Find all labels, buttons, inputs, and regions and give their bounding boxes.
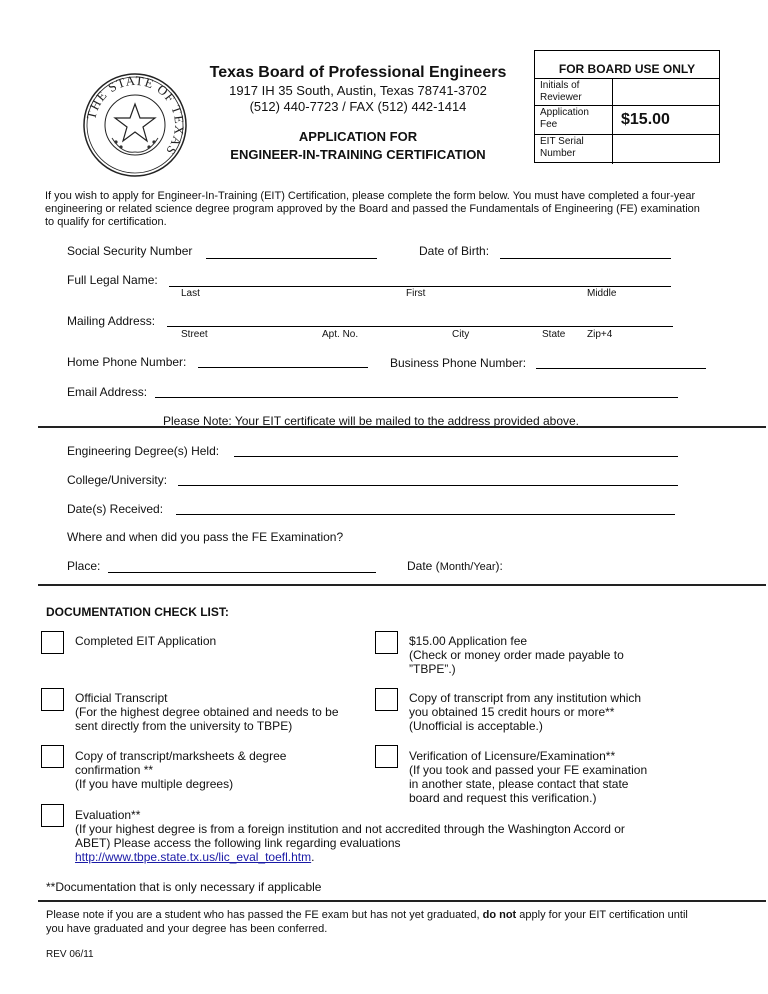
- evaluation-link[interactable]: http://www.tbpe.state.tx.us/lic_eval_toefl.htm: [75, 850, 312, 864]
- mailing-note: Please Note: Your EIT certificate will be mailed to the address provided above.: [163, 414, 580, 428]
- checkbox-marksheets[interactable]: [41, 745, 64, 768]
- fe-date-label: Date (Month/Year):: [407, 559, 503, 573]
- check-item-licensure-verification: Verification of Licensure/Examination** (If you took and passed your FE examination in another state, please contact that state board and request this verification.): [409, 749, 648, 805]
- mailing-address-field[interactable]: [167, 326, 673, 327]
- email-field[interactable]: [155, 397, 678, 398]
- addr-apt-caption: Apt. No.: [322, 329, 359, 340]
- dob-field[interactable]: [500, 258, 671, 259]
- home-phone-field[interactable]: [198, 367, 368, 368]
- addr-city-caption: City: [452, 329, 470, 340]
- reviewer-initials-value[interactable]: [613, 79, 721, 105]
- business-phone-field[interactable]: [536, 368, 706, 369]
- mailing-label: Mailing Address:: [67, 314, 156, 328]
- checklist-title: DOCUMENTATION CHECK LIST:: [46, 605, 229, 619]
- legal-name-field[interactable]: [169, 286, 671, 287]
- ssn-field[interactable]: [206, 258, 377, 259]
- texas-state-seal: [82, 72, 188, 178]
- check-item-evaluation: Evaluation** (If your highest degree is from a foreign institution and not accredited through the Washington Accord or ABET) Please access the following link regarding evaluations http://www.tbpe.state.tx.us/lic_eval_toefl.htm.: [75, 808, 625, 864]
- footer-note: Please note if you are a student who has passed the FE exam but has not yet graduated, do not apply for your EIT certification until you have graduated and your degree has been conferred.: [46, 909, 688, 935]
- form-title-line2: ENGINEER-IN-TRAINING CERTIFICATION: [230, 147, 486, 162]
- application-fee-value: $15.00: [621, 111, 670, 128]
- college-field[interactable]: [178, 485, 678, 486]
- degree-field[interactable]: [234, 456, 678, 457]
- section-divider-2: [38, 584, 766, 586]
- check-item-eit-application: Completed EIT Application: [75, 634, 217, 648]
- fe-question: Where and when did you pass the FE Examination?: [67, 530, 344, 544]
- place-label: Place:: [67, 559, 101, 573]
- ssn-label: Social Security Number: [67, 244, 193, 258]
- name-last-caption: Last: [181, 288, 200, 299]
- name-first-caption: First: [406, 288, 426, 299]
- intro-paragraph: If you wish to apply for Engineer-In-Training (EIT) Certification, please complete the form below. You must have completed a four-year engineering or related science degree program approved by the Board and passed the Fundamentals of Engineering (FE) examination to qualify for certification.: [45, 190, 700, 228]
- addr-zip-caption: Zip+4: [587, 329, 613, 340]
- dates-received-label: Date(s) Received:: [67, 502, 164, 516]
- board-row-fee: Application Fee $15.00: [535, 106, 719, 135]
- business-phone-label: Business Phone Number:: [390, 356, 527, 370]
- check-item-marksheets: Copy of transcript/marksheets & degree confirmation ** (If you have multiple degrees): [75, 749, 287, 791]
- degree-label: Engineering Degree(s) Held:: [67, 444, 220, 458]
- section-divider-3: [38, 900, 766, 902]
- checkbox-evaluation[interactable]: [41, 804, 64, 827]
- board-row-reviewer: Initials of Reviewer: [535, 79, 719, 106]
- dates-received-field[interactable]: [176, 514, 675, 515]
- checkbox-application-fee[interactable]: [375, 631, 398, 654]
- email-label: Email Address:: [67, 385, 148, 399]
- checkbox-licensure-verification[interactable]: [375, 745, 398, 768]
- board-use-title: FOR BOARD USE ONLY: [535, 51, 719, 79]
- addr-street-caption: Street: [181, 329, 208, 340]
- revision-label: REV 06/11: [46, 949, 94, 960]
- org-address: 1917 IH 35 South, Austin, Texas 78741-3702: [229, 83, 487, 98]
- section-divider-1: [38, 426, 766, 428]
- home-phone-label: Home Phone Number:: [67, 355, 187, 369]
- check-item-application-fee: $15.00 Application fee (Check or money order made payable to ”TBPE”.): [409, 634, 624, 676]
- check-item-credit-hours-transcript: Copy of transcript from any institution which you obtained 15 credit hours or more** (Unofficial is acceptable.): [409, 691, 642, 733]
- org-name: Texas Board of Professional Engineers: [209, 64, 507, 81]
- serial-number-value[interactable]: [613, 135, 721, 164]
- dob-label: Date of Birth:: [419, 244, 490, 258]
- college-label: College/University:: [67, 473, 168, 487]
- checkbox-credit-hours-transcript[interactable]: [375, 688, 398, 711]
- checkbox-official-transcript[interactable]: [41, 688, 64, 711]
- legal-name-label: Full Legal Name:: [67, 273, 158, 287]
- org-phone: (512) 440-7723 / FAX (512) 442-1414: [249, 99, 467, 114]
- form-title-line1: APPLICATION FOR: [298, 129, 418, 144]
- name-middle-caption: Middle: [587, 288, 617, 299]
- svg-text:THE STATE OF TEXAS: THE STATE OF TEXAS: [83, 72, 188, 159]
- board-row-serial: EIT Serial Number: [535, 135, 719, 164]
- addr-state-caption: State: [542, 329, 566, 340]
- check-item-official-transcript: Official Transcript (For the highest degree obtained and needs to be sent directly from the university to TBPE): [75, 691, 339, 733]
- checkbox-eit-application[interactable]: [41, 631, 64, 654]
- place-field[interactable]: [108, 572, 376, 573]
- board-use-table: [534, 50, 720, 163]
- checklist-footnote: **Documentation that is only necessary if applicable: [46, 880, 322, 894]
